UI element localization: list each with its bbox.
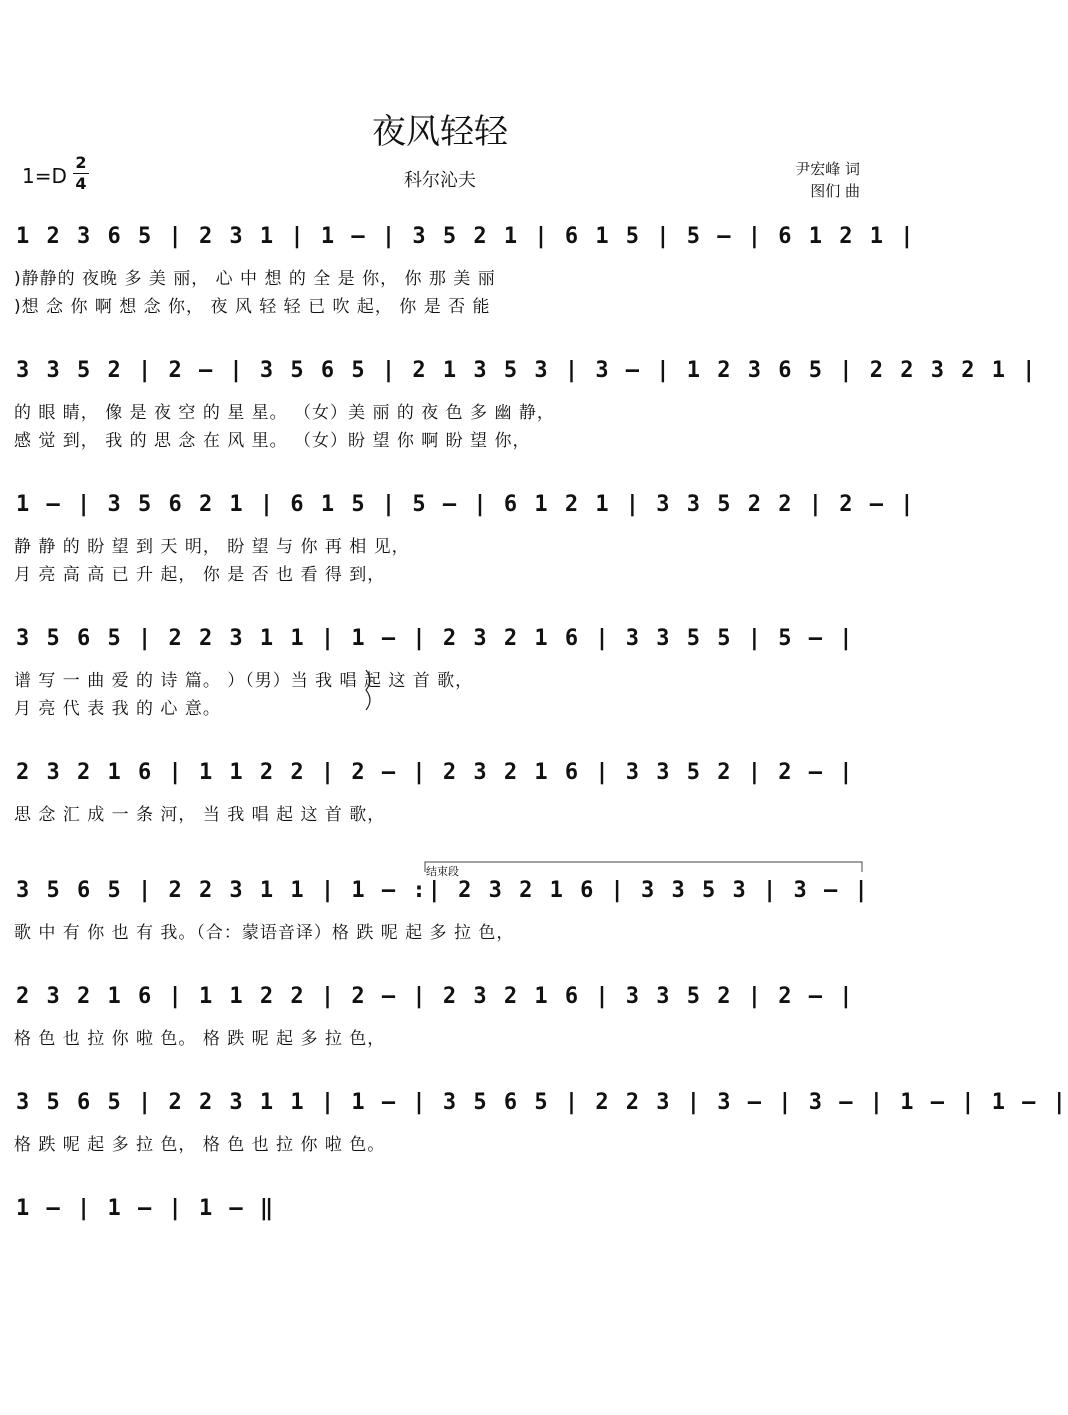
time-signature-top: 2 xyxy=(75,153,87,172)
notation-line-7: 2 3 2 1 6 | 1 1 2 2 | 2 – | 2 3 2 1 6 | 3 3 5 2 | 2 – | xyxy=(16,984,855,1009)
lyric-line-1b: )想 念 你 啊 想 念 你， 夜 风 轻 轻 已 吹 起， 你 是 否 能 xyxy=(14,297,491,317)
lyric-line-1a: )静静的 夜晚 多 美 丽， 心 中 想 的 全 是 你， 你 那 美 丽 xyxy=(14,269,496,289)
notation-line-6: 3 5 6 5 | 2 2 3 1 1 | 1 – :| 2 3 2 1 6 | 3 3 5 3 | 3 – | xyxy=(16,878,870,903)
notation-line-2: 3 3 5 2 | 2 – | 3 5 6 5 | 2 1 3 5 3 | 3 – | 1 2 3 6 5 | 2 2 3 2 1 | xyxy=(16,358,1038,383)
lyric-line-2b: 感 觉 到， 我 的 思 念 在 风 里。 （女）盼 望 你 啊 盼 望 你， xyxy=(14,431,531,451)
lyricist-credit: 尹宏峰 词 xyxy=(795,160,860,178)
section-mark: 结束段 xyxy=(426,865,459,878)
lyric-line-3a: 静 静 的 盼 望 到 天 明， 盼 望 与 你 再 相 见， xyxy=(14,537,410,557)
lyric-line-8: 格 跌 呢 起 多 拉 色， 格 色 也 拉 你 啦 色。 xyxy=(14,1135,386,1155)
time-signature-bottom: 4 xyxy=(75,174,87,193)
lyric-line-5: 思 念 汇 成 一 条 河， 当 我 唱 起 这 首 歌， xyxy=(14,805,386,825)
lyric-line-4b: 月 亮 代 表 我 的 心 意。 xyxy=(14,699,221,719)
notation-line-3: 1 – | 3 5 6 2 1 | 6 1 5 | 5 – | 6 1 2 1 | 3 3 5 2 2 | 2 – | xyxy=(16,492,916,517)
notation-line-8: 3 5 6 5 | 2 2 3 1 1 | 1 – | 3 5 6 5 | 2 2 3 | 3 – | 3 – | 1 – | 1 – | xyxy=(16,1090,1068,1115)
composer-credit: 图们 曲 xyxy=(810,182,860,200)
lyric-line-3b: 月 亮 高 高 已 升 起， 你 是 否 也 看 得 到， xyxy=(14,565,386,585)
notation-line-5: 2 3 2 1 6 | 1 1 2 2 | 2 – | 2 3 2 1 6 | 3 3 5 2 | 2 – | xyxy=(16,760,855,785)
lyric-line-6: 歌 中 有 你 也 有 我。（合：蒙语音译）格 跌 呢 起 多 拉 色， xyxy=(14,923,515,943)
lyric-line-7: 格 色 也 拉 你 啦 色。 格 跌 呢 起 多 拉 色， xyxy=(14,1029,386,1049)
composer-line: 科尔沁夫 xyxy=(404,170,476,191)
notation-line-1: 1 2 3 6 5 | 2 3 1 | 1 – | 3 5 2 1 | 6 1 5 | 5 – | 6 1 2 1 | xyxy=(16,224,916,249)
key-signature: 1=D xyxy=(22,164,67,188)
song-title: 夜风轻轻 xyxy=(372,112,508,152)
lyric-line-4a: 谱 写 一 曲 爱 的 诗 篇。 ）（男）当 我 唱 起 这 首 歌， xyxy=(14,671,474,691)
notation-line-4: 3 5 6 5 | 2 2 3 1 1 | 1 – | 2 3 2 1 6 | 3 3 5 5 | 5 – | xyxy=(16,626,855,651)
notation-line-9: 1 – | 1 – | 1 – ‖ xyxy=(16,1196,276,1221)
lyric-line-2a: 的 眼 睛， 像 是 夜 空 的 星 星。 （女）美 丽 的 夜 色 多 幽 静， xyxy=(14,403,555,423)
